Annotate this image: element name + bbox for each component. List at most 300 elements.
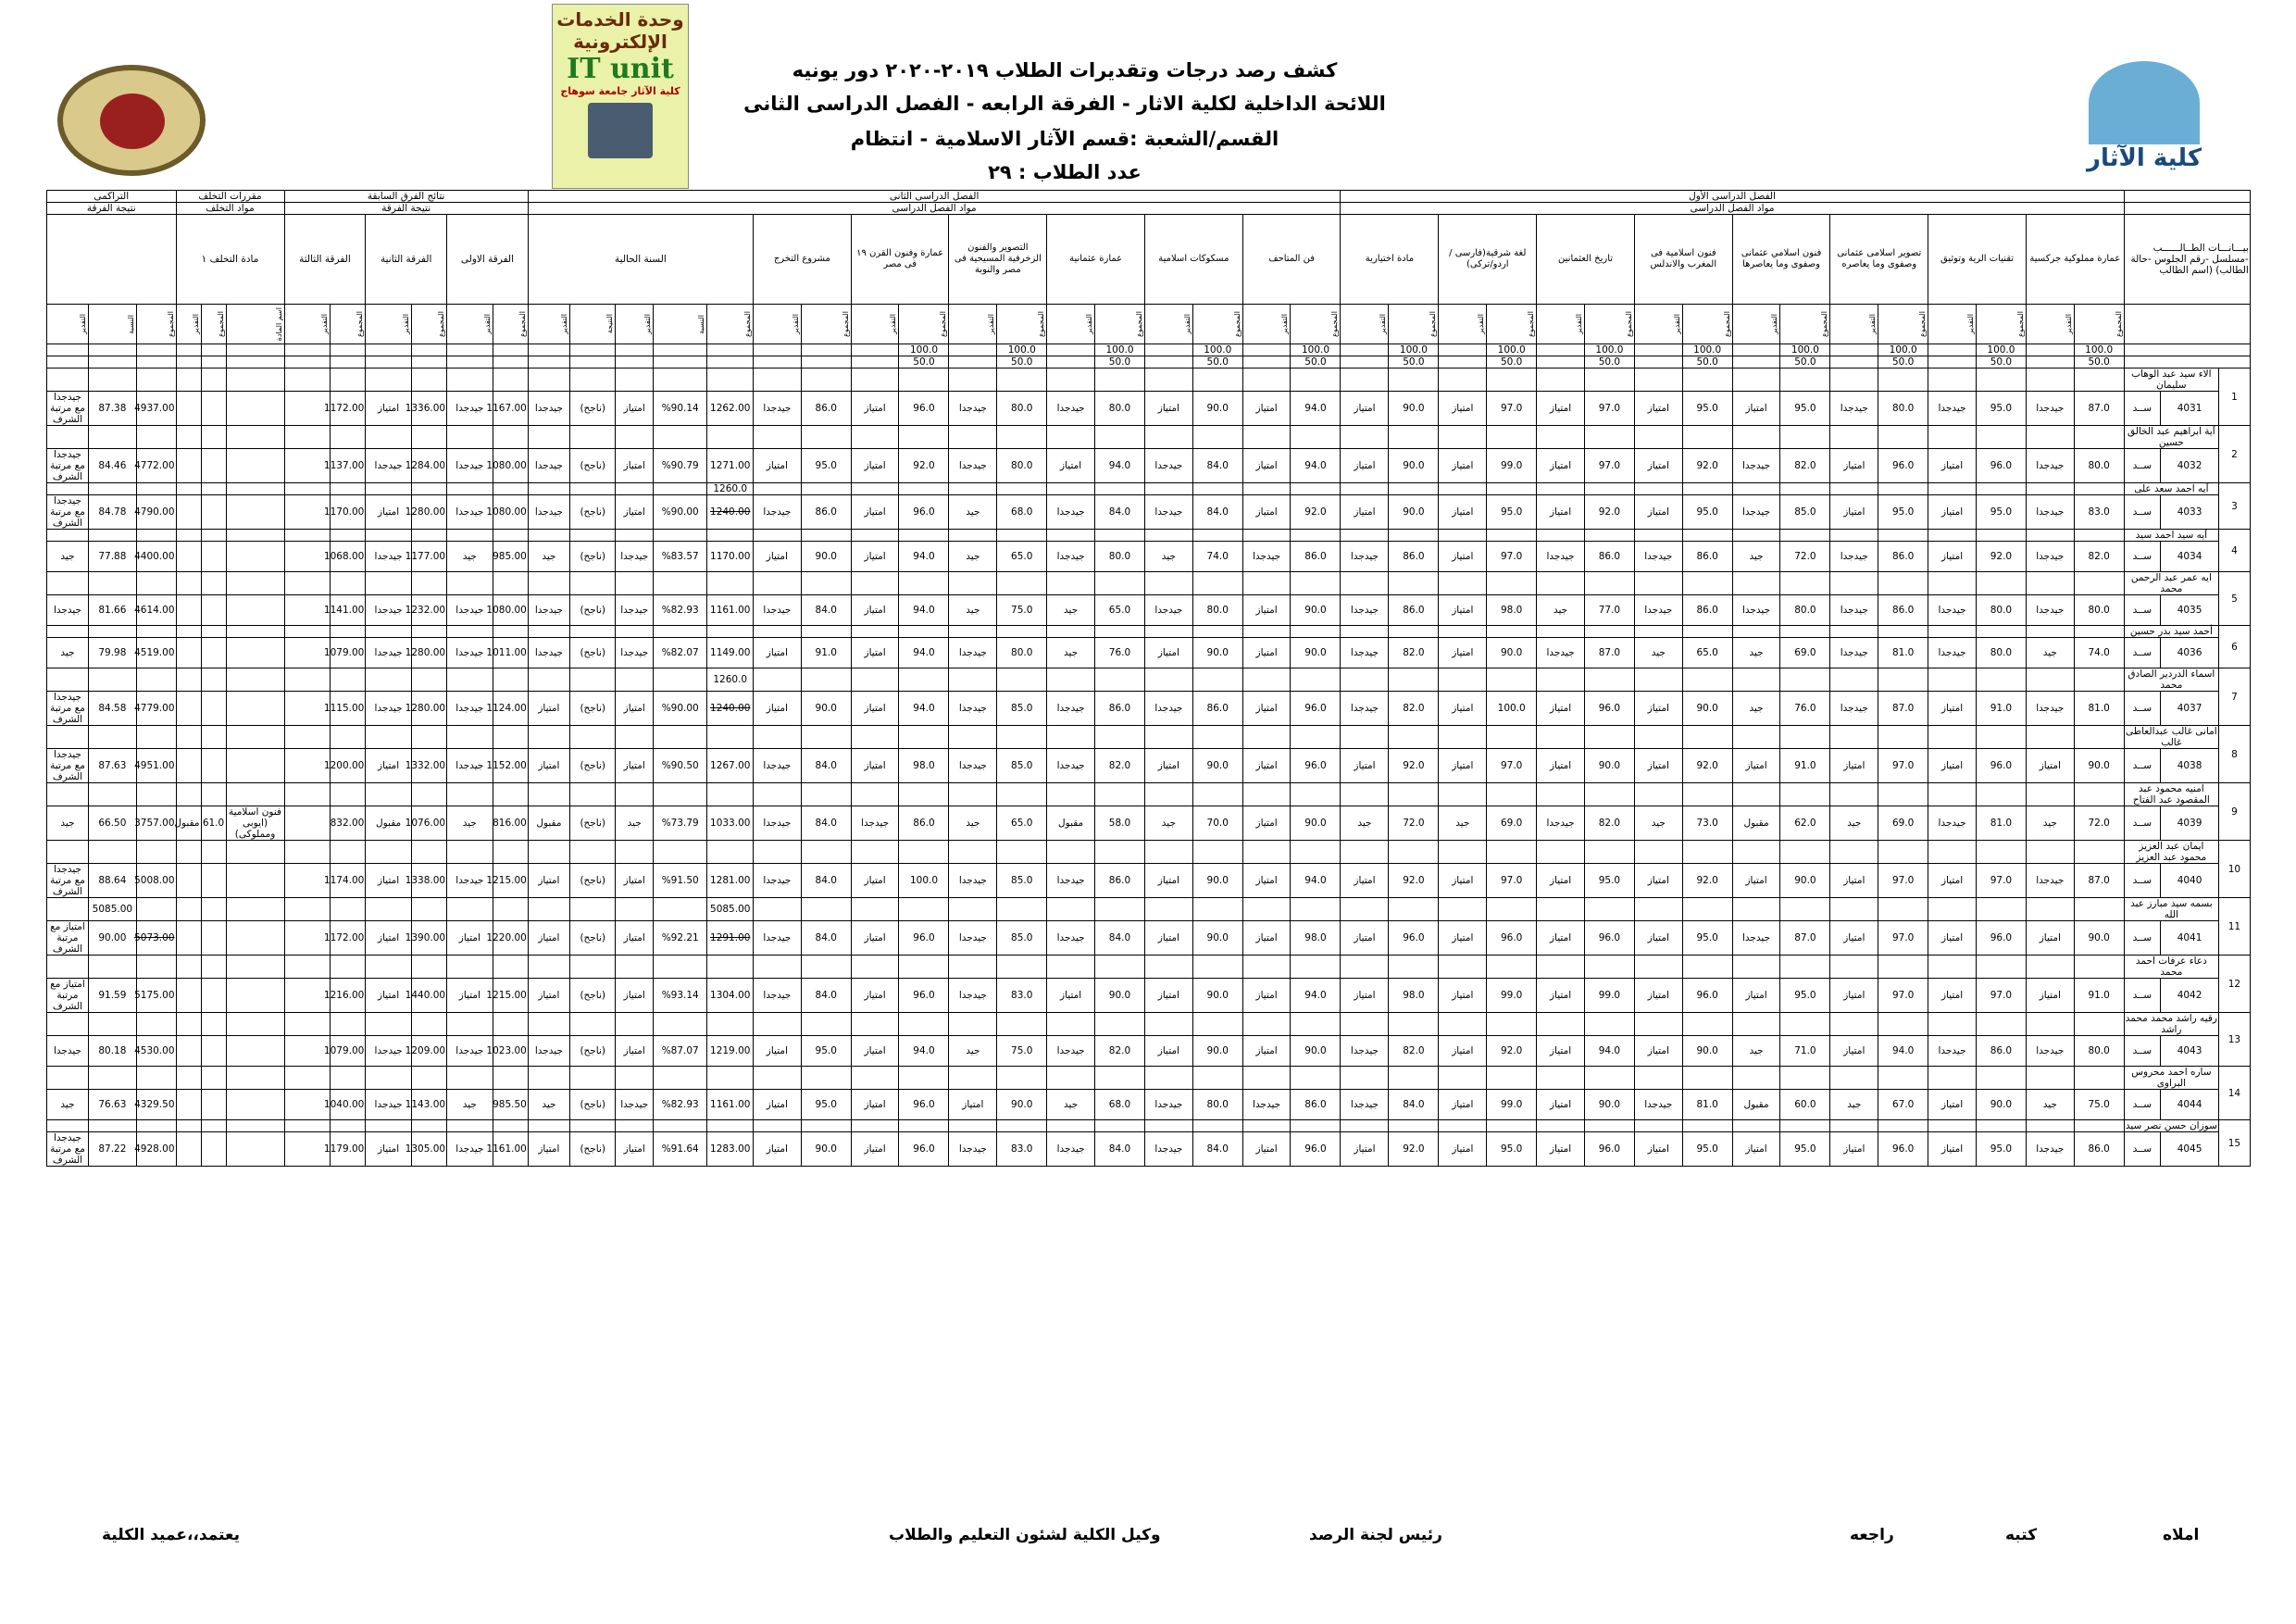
course-mark: 82.0: [1584, 806, 1634, 841]
blank: [226, 956, 284, 979]
course-mark: 84.0: [1094, 1132, 1144, 1167]
min-row-value: 50.0: [899, 356, 949, 369]
blank: [1976, 841, 2026, 864]
extra-value: [707, 841, 754, 864]
blank: [1878, 841, 1928, 864]
blank: [949, 1013, 997, 1036]
year-grade: امتياز: [616, 449, 654, 483]
course-name: فن المتاحف: [1242, 215, 1341, 305]
student-name: ساره احمد محروس البراوى: [2124, 1067, 2218, 1090]
backlog-subject: [226, 1090, 284, 1120]
course-grade: جيدجدا: [1341, 1036, 1389, 1067]
blank: [1094, 530, 1144, 542]
course-mark: 96.0: [1976, 921, 2026, 956]
sub-label: [1487, 305, 1537, 344]
blank: [1682, 726, 1732, 749]
blank: [201, 356, 226, 369]
blank: [1682, 626, 1732, 638]
blank: [1537, 841, 1585, 864]
blank: [1928, 483, 1977, 495]
course-mark: 84.0: [801, 749, 851, 783]
serial-number: 9: [2219, 783, 2251, 841]
blank: [1242, 626, 1291, 638]
course-mark: 92.0: [1389, 749, 1439, 783]
course-mark: 96.0: [1584, 921, 1634, 956]
sub-label-text: التقدير: [643, 314, 652, 334]
backlog-total: [201, 692, 226, 726]
blank: [1047, 483, 1095, 495]
course-name: مشروع التخرج: [753, 215, 851, 305]
blank: [1682, 426, 1732, 449]
cumulative-blank: [47, 215, 177, 305]
course-grade: جيدجدا: [1928, 595, 1977, 626]
blank: [616, 426, 654, 449]
blank: [2074, 426, 2124, 449]
blank: [1389, 530, 1439, 542]
course-mark: 72.0: [1389, 806, 1439, 841]
sub-label: [653, 305, 707, 344]
cumulative-total: 4772.00: [136, 449, 176, 483]
year3-total: 1170.00: [331, 495, 366, 530]
course-mark: 84.0: [801, 595, 851, 626]
backlog-subject: [226, 864, 284, 898]
sub-label-text: المجموع: [2015, 311, 2025, 337]
year1-grade: جيدجدا: [528, 449, 569, 483]
extra-cumulative: [89, 1013, 137, 1036]
blank: [447, 426, 493, 449]
blank: [493, 572, 528, 595]
student-name: آيه سيد احمد سيد: [2124, 530, 2218, 542]
blank: [47, 483, 89, 495]
sub-label: [1144, 305, 1192, 344]
year3-total: 1115.00: [331, 692, 366, 726]
blank: [1192, 530, 1242, 542]
blank: [2074, 483, 2124, 495]
blank: [1584, 1013, 1634, 1036]
serial-number: 8: [2219, 726, 2251, 783]
course-mark: 97.0: [1584, 449, 1634, 483]
year1-grade: جيدجدا: [528, 392, 569, 426]
backlog-grade: [176, 1132, 201, 1167]
course-grade: امتياز: [1537, 921, 1585, 956]
course-mark: 96.0: [1878, 449, 1928, 483]
blank: [653, 668, 707, 692]
year1-grade: امتياز: [528, 692, 569, 726]
course-grade: امتياز: [1341, 392, 1389, 426]
course-grade: امتياز: [1242, 495, 1291, 530]
extra-cumulative: [89, 783, 137, 806]
blank: [1537, 1120, 1585, 1132]
course-grade: امتياز: [1634, 749, 1682, 783]
blank: [653, 1067, 707, 1090]
blank: [1537, 956, 1585, 979]
backlog-subject: [226, 979, 284, 1013]
year-total: 1161.00: [707, 1090, 754, 1120]
course-grade: جيد: [1732, 692, 1780, 726]
blank: [136, 572, 176, 595]
blank: [899, 726, 949, 749]
blank: [411, 1067, 446, 1090]
blank: [949, 572, 997, 595]
course-mark: 86.0: [1682, 542, 1732, 572]
blank: [616, 726, 654, 749]
blank: [447, 530, 493, 542]
course-mark: 95.0: [1976, 392, 2026, 426]
blank: [1682, 572, 1732, 595]
blank: [851, 726, 899, 749]
blank: [1682, 783, 1732, 806]
course-mark: 94.0: [899, 1036, 949, 1067]
course-grade: امتياز: [851, 979, 899, 1013]
blank: [1439, 426, 1487, 449]
blank: [997, 530, 1047, 542]
course-grade: امتياز: [1242, 1036, 1291, 1067]
blank: [1094, 369, 1144, 392]
blank: [366, 668, 412, 692]
sub-label: [493, 305, 528, 344]
sub-label: [284, 305, 331, 344]
blank: [447, 898, 493, 921]
blank: [284, 572, 331, 595]
course-mark: 94.0: [1878, 1036, 1928, 1067]
year2-grade: جيدجدا: [447, 495, 493, 530]
blank: [284, 626, 331, 638]
sub-label: [569, 305, 616, 344]
blank: [1780, 626, 1830, 638]
blank: [1341, 726, 1389, 749]
sub-label-text: التقدير: [987, 314, 996, 334]
blank: [1732, 426, 1780, 449]
blank: [1341, 898, 1389, 921]
blank: [1487, 483, 1537, 495]
blank: [2124, 356, 2250, 369]
blank: [949, 344, 997, 356]
blank: [136, 668, 176, 692]
blank: [1682, 530, 1732, 542]
course-mark: 80.0: [1976, 595, 2026, 626]
course-grade: جيد: [949, 806, 997, 841]
blank: [411, 626, 446, 638]
year-total: 1033.00: [707, 806, 754, 841]
backlog-grade: [176, 542, 201, 572]
year-percent: %82.93: [653, 595, 707, 626]
blank: [1780, 898, 1830, 921]
year-result: (ناجح): [569, 1132, 616, 1167]
course-grade: امتياز: [1047, 449, 1095, 483]
course-mark: 95.0: [1976, 1132, 2026, 1167]
max-row-value: 100.0: [1878, 344, 1928, 356]
sub-label: [226, 305, 284, 344]
blank: [226, 1067, 284, 1090]
blank: [1094, 626, 1144, 638]
course-mark: 69.0: [1487, 806, 1537, 841]
blank: [2074, 726, 2124, 749]
blank: [653, 726, 707, 749]
blank: [569, 369, 616, 392]
blank: [1634, 1067, 1682, 1090]
course-grade: جيدجدا: [2026, 1036, 2074, 1067]
blank: [176, 898, 201, 921]
blank: [201, 530, 226, 542]
serial-number: 3: [2219, 483, 2251, 530]
year1-total: 1215.00: [493, 979, 528, 1013]
blank: [1634, 783, 1682, 806]
blank: [2074, 1013, 2124, 1036]
year1-grade: امتياز: [528, 864, 569, 898]
course-mark: 62.0: [1780, 806, 1830, 841]
blank: [1878, 783, 1928, 806]
course-grade: امتياز: [1242, 638, 1291, 668]
blank: [2074, 956, 2124, 979]
sub-label: [1634, 305, 1682, 344]
course-mark: 86.0: [1291, 1090, 1341, 1120]
blank: [1341, 668, 1389, 692]
blank: [1047, 530, 1095, 542]
blank: [1878, 530, 1928, 542]
min-row-value: 50.0: [1780, 356, 1830, 369]
year2-grade: جيدجدا: [447, 449, 493, 483]
course-grade: امتياز: [1830, 864, 1878, 898]
blank: [569, 783, 616, 806]
blank: [1487, 1013, 1537, 1036]
blank: [1192, 668, 1242, 692]
blank: [411, 1120, 446, 1132]
blank: [136, 956, 176, 979]
blank: [1047, 426, 1095, 449]
course-mark: 65.0: [1682, 638, 1732, 668]
blank: [47, 726, 89, 749]
course-grade: جيدجدا: [2026, 864, 2074, 898]
course-mark: 87.0: [1878, 692, 1928, 726]
course-mark: 99.0: [1487, 979, 1537, 1013]
course-mark: 90.0: [1291, 638, 1341, 668]
year3-grade: جيدجدا: [366, 1036, 412, 1067]
course-grade: جيدجدا: [949, 449, 997, 483]
course-grade: جيدجدا: [1537, 806, 1585, 841]
blank: [493, 356, 528, 369]
course-grade: امتياز: [949, 1090, 997, 1120]
blank: [1537, 483, 1585, 495]
blank: [1537, 426, 1585, 449]
blank: [949, 1120, 997, 1132]
course-grade: امتياز: [851, 392, 899, 426]
blank: [1047, 1013, 1095, 1036]
blank: [1144, 1120, 1192, 1132]
blank: [1732, 1120, 1780, 1132]
blank: [366, 626, 412, 638]
blank: [1047, 898, 1095, 921]
blank: [226, 426, 284, 449]
blank: [899, 668, 949, 692]
blank: [1094, 783, 1144, 806]
blank: [1389, 726, 1439, 749]
course-grade: جيدجدا: [1634, 1090, 1682, 1120]
course-mark: 95.0: [1487, 1132, 1537, 1167]
blank: [528, 668, 569, 692]
sub-label: [176, 305, 201, 344]
blank: [949, 626, 997, 638]
blank: [1242, 1013, 1291, 1036]
blank: [1634, 356, 1682, 369]
course-grade: امتياز: [1439, 864, 1487, 898]
blank: [176, 1067, 201, 1090]
year-percent: %91.64: [653, 1132, 707, 1167]
course-grade: امتياز: [753, 1132, 801, 1167]
blank: [1928, 898, 1977, 921]
year-grade: امتياز: [616, 921, 654, 956]
backlog-subject: [226, 1036, 284, 1067]
year-grade: امتياز: [616, 864, 654, 898]
blank: [1584, 1120, 1634, 1132]
blank: [1878, 572, 1928, 595]
max-row-value: 100.0: [997, 344, 1047, 356]
seat-number: 4033: [2161, 495, 2219, 530]
course-mark: 94.0: [1584, 1036, 1634, 1067]
blank: [1439, 356, 1487, 369]
blank: [366, 356, 412, 369]
blank: [1830, 356, 1878, 369]
course-mark: 97.0: [1878, 749, 1928, 783]
course-mark: 97.0: [1584, 392, 1634, 426]
course-mark: 90.0: [1192, 921, 1242, 956]
blank: [493, 1120, 528, 1132]
year-result: (ناجح): [569, 692, 616, 726]
cumulative-percent: 79.98: [89, 638, 137, 668]
course-mark: 82.0: [1094, 1036, 1144, 1067]
course-grade: امتياز: [1439, 1036, 1487, 1067]
blank: [411, 426, 446, 449]
blank: [2074, 530, 2124, 542]
blank: [226, 356, 284, 369]
year2-total: 1280.00: [411, 495, 446, 530]
blank: [1341, 841, 1389, 864]
blank: [1389, 898, 1439, 921]
blank: [528, 898, 569, 921]
blank: [1830, 369, 1878, 392]
blank: [1242, 956, 1291, 979]
year-2-header: الفرقة الثانية: [366, 215, 447, 305]
blank: [1242, 530, 1291, 542]
sub-label: [89, 305, 137, 344]
sub-label-text: التقدير: [791, 314, 800, 334]
blank: [226, 572, 284, 595]
blank: [226, 726, 284, 749]
blank: [1389, 668, 1439, 692]
course-mark: 90.0: [801, 542, 851, 572]
sub-label-text: المجموع: [356, 311, 365, 337]
title-line-3: القسم/الشعبة :قسم الآثار الاسلامية - انتظام: [850, 128, 1279, 150]
blank: [1487, 530, 1537, 542]
year-total: 1262.00: [707, 392, 754, 426]
blank: [801, 426, 851, 449]
course-mark: 90.0: [1291, 595, 1341, 626]
year3-grade: جيدجدا: [366, 1090, 412, 1120]
blank: [1439, 1120, 1487, 1132]
blank: [528, 483, 569, 495]
course-mark: 74.0: [2074, 638, 2124, 668]
course-mark: 58.0: [1094, 806, 1144, 841]
blank: [331, 626, 366, 638]
course-grade: جيدجدا: [1732, 495, 1780, 530]
course-grade: امتياز: [1439, 449, 1487, 483]
blank: [851, 1067, 899, 1090]
sub-label-text: المجموع: [1722, 311, 1731, 337]
blank: [1732, 898, 1780, 921]
blank: [528, 1120, 569, 1132]
course-mark: 81.0: [1878, 638, 1928, 668]
year3-grade: امتياز: [366, 979, 412, 1013]
course-mark: 86.0: [1389, 595, 1439, 626]
max-row-value: 100.0: [1389, 344, 1439, 356]
blank: [1780, 841, 1830, 864]
blank: [1242, 898, 1291, 921]
blank: [411, 898, 446, 921]
course-grade: جيدجدا: [1047, 392, 1095, 426]
blank: [616, 841, 654, 864]
semester-2-sub: مواد الفصل الدراسى: [528, 203, 1341, 215]
blank: [1439, 841, 1487, 864]
year-grade: جيد: [616, 806, 654, 841]
blank: [201, 726, 226, 749]
blank: [801, 483, 851, 495]
blank: [493, 1067, 528, 1090]
blank: [411, 369, 446, 392]
blank: [411, 572, 446, 595]
seat-number: 4031: [2161, 392, 2219, 426]
blank: [1144, 1067, 1192, 1090]
course-mark: 90.0: [1192, 979, 1242, 1013]
course-grade: امتياز: [1439, 495, 1487, 530]
course-mark: 65.0: [1094, 595, 1144, 626]
blank: [1192, 572, 1242, 595]
year-grade: امتياز: [616, 495, 654, 530]
course-grade: امتياز: [1242, 864, 1291, 898]
blank: [47, 898, 89, 921]
year1-total: 1167.00: [493, 392, 528, 426]
blank: [284, 898, 331, 921]
course-grade: امتياز: [1439, 1132, 1487, 1167]
blank: [331, 726, 366, 749]
blank: [47, 783, 89, 806]
blank: [1242, 783, 1291, 806]
course-mark: 92.0: [1682, 449, 1732, 483]
blank: [366, 369, 412, 392]
blank: [1732, 1067, 1780, 1090]
course-mark: 90.0: [801, 1132, 851, 1167]
course-mark: 90.0: [1682, 1036, 1732, 1067]
course-mark: 98.0: [899, 749, 949, 783]
blank: [176, 841, 201, 864]
serial-number: 12: [2219, 956, 2251, 1013]
blank: [569, 344, 616, 356]
course-mark: 91.0: [801, 638, 851, 668]
seat-number: 4041: [2161, 921, 2219, 956]
course-mark: 92.0: [1584, 495, 1634, 530]
blank: [1389, 1013, 1439, 1036]
blank: [47, 668, 89, 692]
sub-label-text: التقدير: [191, 314, 200, 334]
blank: [616, 898, 654, 921]
grades-table: [46, 190, 2251, 1167]
sub-label: [1242, 305, 1291, 344]
blank: [1094, 1013, 1144, 1036]
course-mark: 91.0: [1976, 692, 2026, 726]
course-mark: 82.0: [1389, 1036, 1439, 1067]
blank: [851, 898, 899, 921]
course-mark: 67.0: [1878, 1090, 1928, 1120]
max-row-value: 100.0: [1682, 344, 1732, 356]
course-grade: امتياز: [1439, 638, 1487, 668]
